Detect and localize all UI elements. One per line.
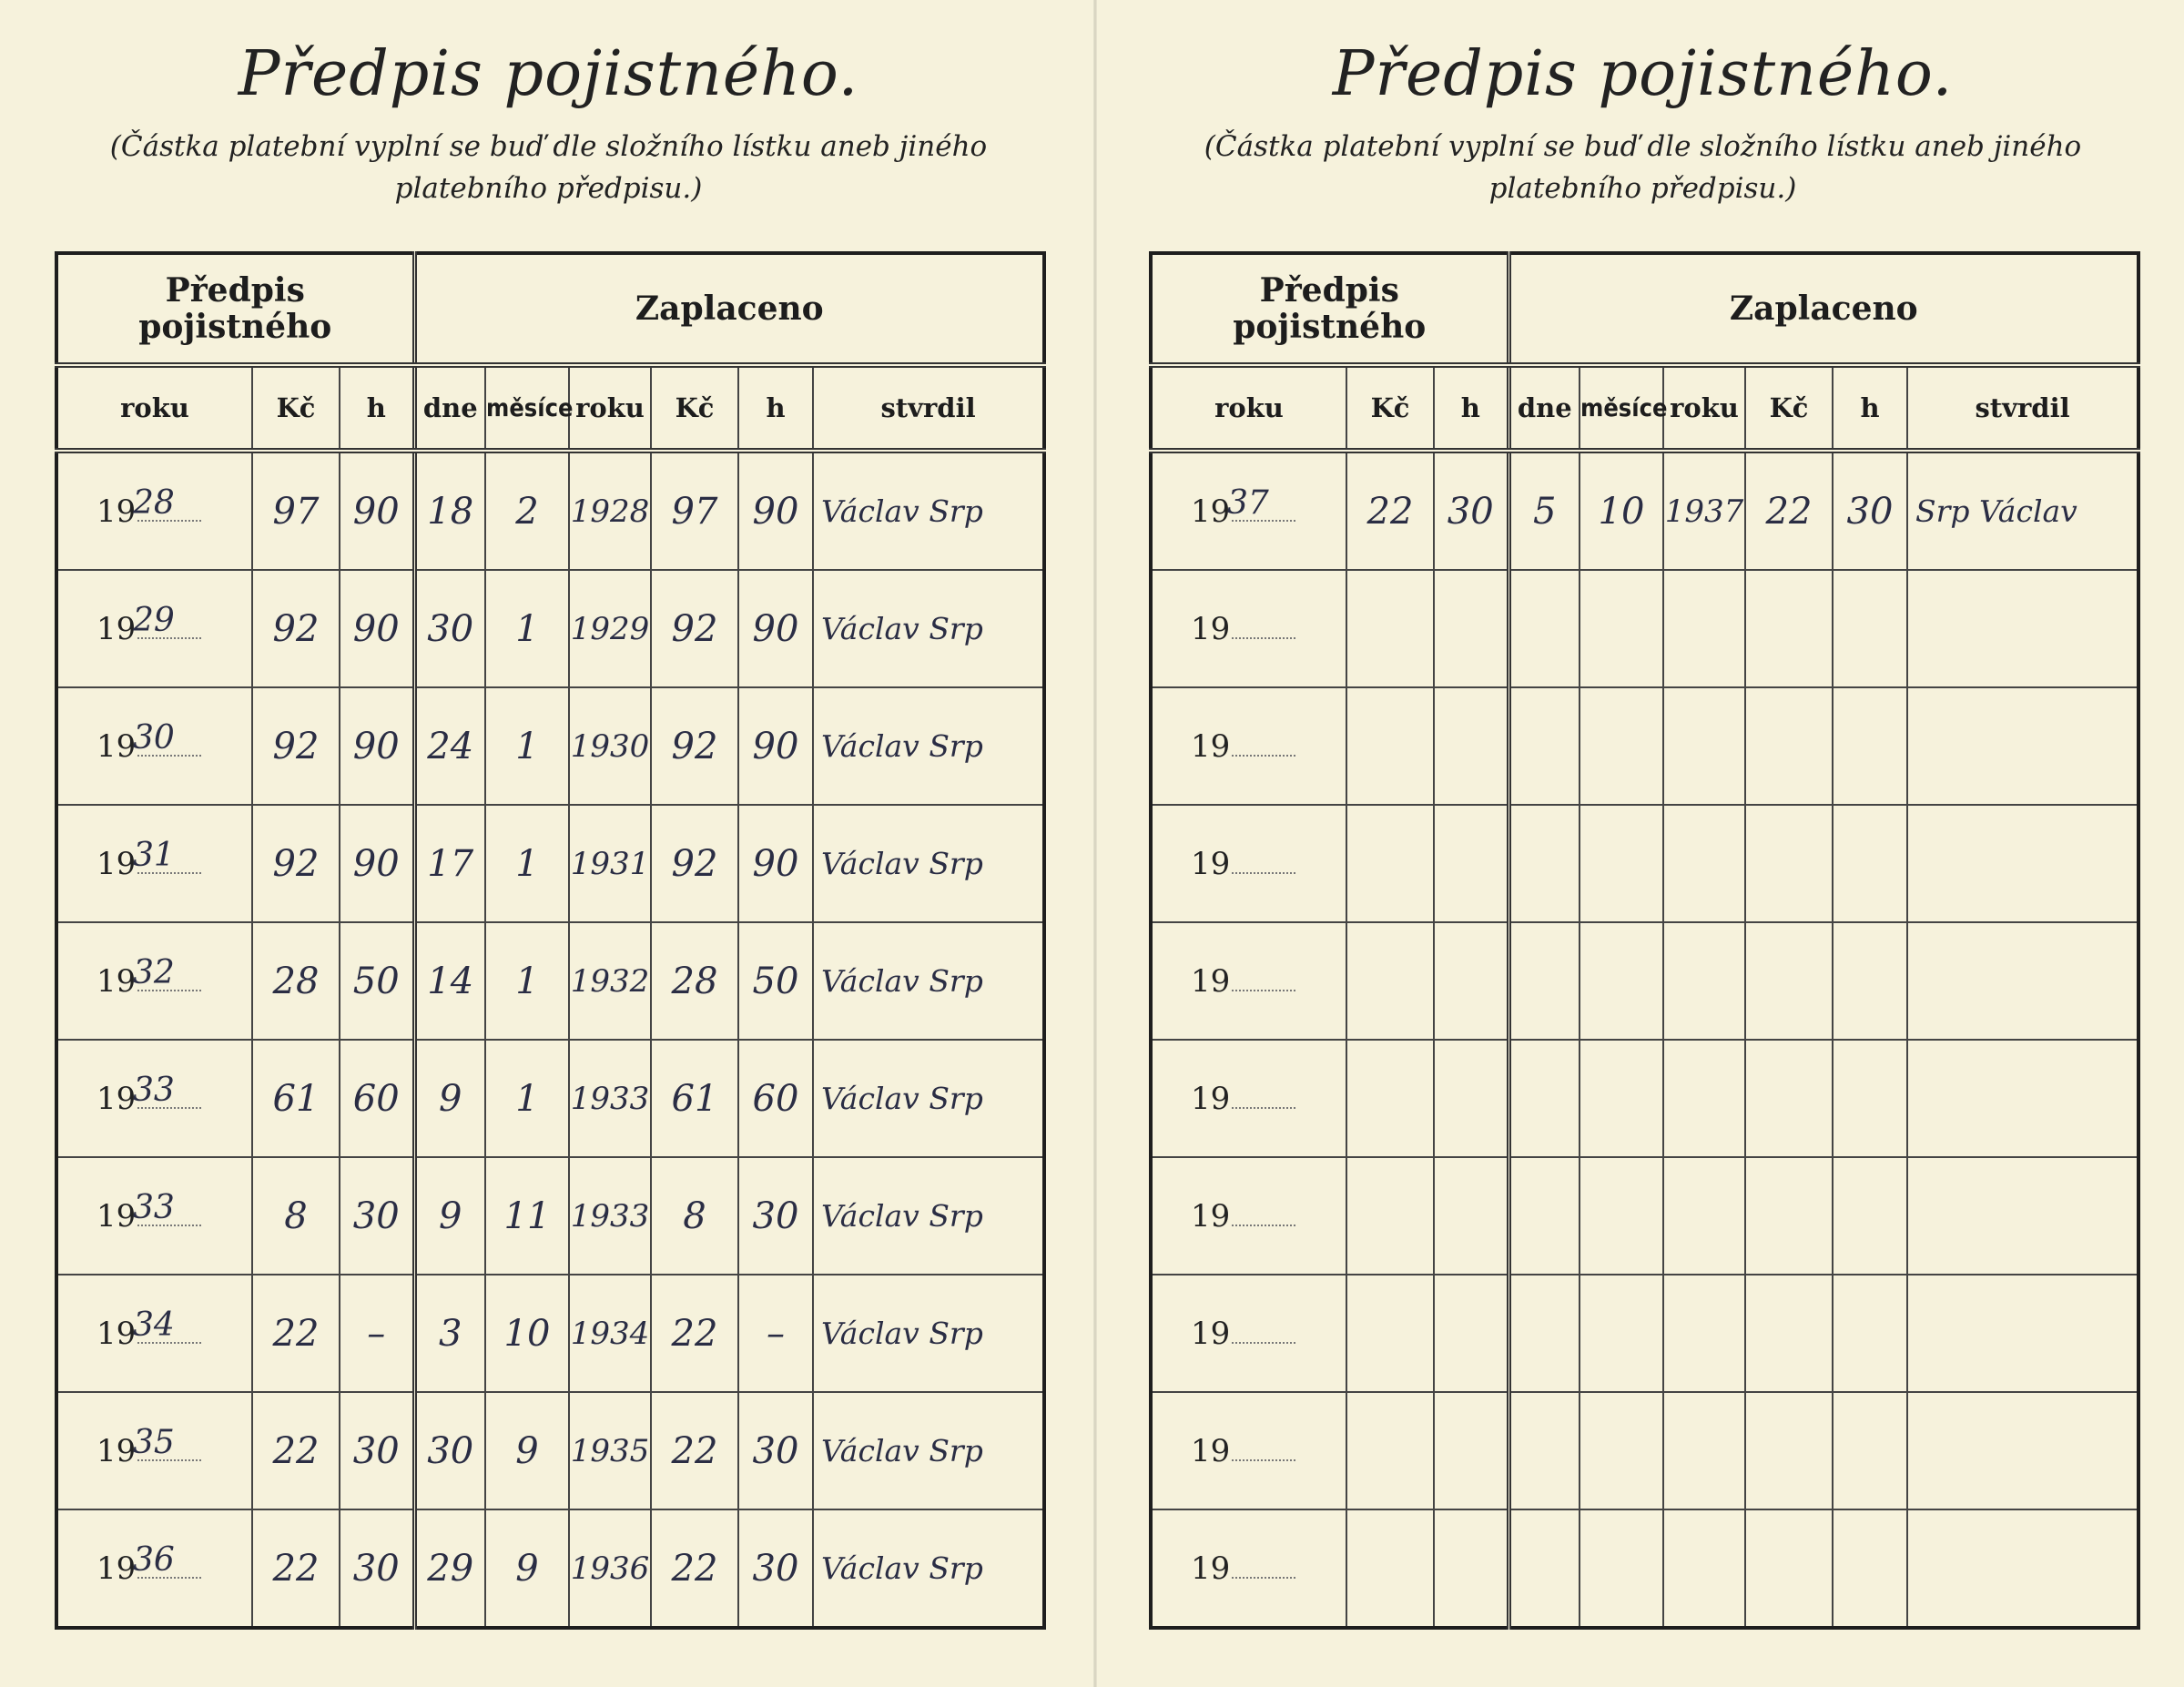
cell-col-mesice: 11 <box>485 1157 569 1275</box>
cell-col-paid-h: – <box>738 1275 813 1392</box>
cell-col-mesice <box>1580 1392 1663 1509</box>
cell-col-paid-kc: 28 <box>651 922 738 1040</box>
cell-col-paid-h: 50 <box>738 922 813 1040</box>
cell-col-paid-h: 30 <box>738 1157 813 1275</box>
cell-roku <box>1151 805 1346 922</box>
cell-col-mesice <box>1580 1275 1663 1392</box>
cell-stvrdil-signature: Václav Srp <box>813 1275 1044 1392</box>
roku-prefix: 19 <box>97 1550 137 1587</box>
cell-col-paid-kc <box>1745 1392 1833 1509</box>
cell-col-kc <box>1346 1275 1434 1392</box>
cell-col-paid-h <box>1833 922 1907 1040</box>
cell-col-paid-h: 30 <box>1833 451 1907 570</box>
cell-col-paid-kc <box>1745 570 1833 687</box>
cell-col-mesice <box>1580 570 1663 687</box>
header-col-dne: dne <box>414 365 485 451</box>
ledger-row <box>1151 922 2138 1040</box>
cell-col-paid-kc: 61 <box>651 1040 738 1157</box>
cell-col-paid-kc: 92 <box>651 687 738 805</box>
ledger-row <box>56 1040 1044 1157</box>
roku-handwritten: 37 <box>1227 484 1269 522</box>
right-page <box>1149 0 2137 1687</box>
ledger-row <box>1151 1040 2138 1157</box>
cell-stvrdil-signature: Václav Srp <box>813 570 1044 687</box>
cell-col-mesice <box>1580 687 1663 805</box>
roku-handwritten: 32 <box>133 954 175 991</box>
cell-col-mesice: 10 <box>1580 451 1663 570</box>
cell-col-paid-kc <box>1745 687 1833 805</box>
roku-handwritten: 29 <box>133 602 175 639</box>
roku-handwritten: 31 <box>133 837 175 874</box>
cell-stvrdil-signature <box>1907 1040 2138 1157</box>
cell-col-mesice: 1 <box>485 687 569 805</box>
header-col-paid-kc: Kč <box>651 365 738 451</box>
cell-col-paid-roku <box>1663 570 1745 687</box>
cell-col-kc: 22 <box>252 1392 340 1509</box>
cell-col-paid-roku: 1933 <box>569 1040 651 1157</box>
cell-col-paid-kc <box>1745 805 1833 922</box>
cell-col-dne: 30 <box>414 1392 485 1509</box>
ledger-row <box>1151 1509 2138 1628</box>
cell-roku <box>1151 451 1346 570</box>
cell-col-dne: 5 <box>1508 451 1580 570</box>
cell-col-paid-roku: 1931 <box>569 805 651 922</box>
cell-col-kc: 28 <box>252 922 340 1040</box>
cell-col-mesice: 1 <box>485 1040 569 1157</box>
roku-prefix: 19 <box>1191 1432 1231 1469</box>
cell-col-h <box>1434 1040 1508 1157</box>
roku-prefix: 19 <box>1191 493 1231 530</box>
cell-col-paid-h: 30 <box>738 1392 813 1509</box>
cell-col-mesice: 9 <box>485 1509 569 1628</box>
cell-stvrdil-signature <box>1907 922 2138 1040</box>
cell-col-kc <box>1346 687 1434 805</box>
cell-col-h: 30 <box>340 1157 414 1275</box>
cell-col-paid-h <box>1833 805 1907 922</box>
cell-col-paid-kc <box>1745 922 1833 1040</box>
roku-dotted-line <box>1232 1338 1295 1344</box>
column-header-row <box>56 365 1044 451</box>
header-col-kc: Kč <box>252 365 340 451</box>
cell-col-kc <box>1346 1509 1434 1628</box>
cell-col-paid-roku: 1933 <box>569 1157 651 1275</box>
ledger-row <box>56 570 1044 687</box>
cell-col-paid-kc <box>1745 1040 1833 1157</box>
cell-roku <box>1151 1275 1346 1392</box>
cell-stvrdil-signature: Václav Srp <box>813 805 1044 922</box>
cell-col-paid-kc: 22 <box>651 1509 738 1628</box>
cell-col-dne: 3 <box>414 1275 485 1392</box>
page-note-line-1: (Částka platební vyplní se buď dle složního lístku aneb jiného <box>109 130 988 163</box>
cell-stvrdil-signature <box>1907 1392 2138 1509</box>
cell-col-dne: 18 <box>414 451 485 570</box>
cell-col-paid-h <box>1833 1509 1907 1628</box>
cell-col-mesice <box>1580 1509 1663 1628</box>
cell-col-dne <box>1508 922 1580 1040</box>
roku-dotted-line <box>1232 1573 1295 1579</box>
page-note-line-2: platebního předpisu.) <box>394 172 703 205</box>
page-fold <box>1093 0 1097 1687</box>
header-col-paid-kc: Kč <box>1745 365 1833 451</box>
cell-roku <box>1151 1509 1346 1628</box>
roku-prefix: 19 <box>1191 610 1231 647</box>
roku-prefix: 19 <box>97 1080 137 1117</box>
cell-col-paid-h: 90 <box>738 687 813 805</box>
cell-stvrdil-signature: Václav Srp <box>813 1157 1044 1275</box>
cell-col-paid-roku <box>1663 922 1745 1040</box>
cell-col-kc: 8 <box>252 1157 340 1275</box>
cell-col-paid-kc <box>1745 1157 1833 1275</box>
cell-col-dne <box>1508 1157 1580 1275</box>
cell-col-kc <box>1346 922 1434 1040</box>
cell-col-kc <box>1346 1392 1434 1509</box>
cell-col-paid-roku <box>1663 1392 1745 1509</box>
left-page <box>55 0 1042 1687</box>
ledger-row <box>56 805 1044 922</box>
roku-dotted-line <box>1232 1456 1295 1461</box>
cell-col-paid-h: 90 <box>738 570 813 687</box>
cell-col-paid-roku: 1929 <box>569 570 651 687</box>
cell-stvrdil-signature: Václav Srp <box>813 1392 1044 1509</box>
roku-prefix: 19 <box>1191 962 1231 1000</box>
cell-col-h: 50 <box>340 922 414 1040</box>
roku-handwritten: 34 <box>133 1306 175 1344</box>
cell-col-dne: 29 <box>414 1509 485 1628</box>
cell-col-kc: 22 <box>252 1275 340 1392</box>
ledger-row <box>1151 687 2138 805</box>
cell-roku <box>56 570 252 687</box>
header-zaplaceno: Zaplaceno <box>414 253 1044 365</box>
roku-dotted-line <box>1232 634 1295 639</box>
cell-col-paid-h <box>1833 1275 1907 1392</box>
cell-col-h <box>1434 1509 1508 1628</box>
cell-col-dne: 30 <box>414 570 485 687</box>
cell-col-paid-kc: 22 <box>651 1392 738 1509</box>
header-col-roku: roku <box>56 365 252 451</box>
cell-col-h: 90 <box>340 805 414 922</box>
roku-prefix: 19 <box>97 727 137 765</box>
cell-col-paid-roku: 1936 <box>569 1509 651 1628</box>
roku-handwritten: 33 <box>133 1072 175 1109</box>
cell-roku <box>56 1509 252 1628</box>
cell-col-dne: 24 <box>414 687 485 805</box>
cell-col-dne <box>1508 805 1580 922</box>
roku-prefix: 19 <box>1191 1550 1231 1587</box>
cell-col-h <box>1434 570 1508 687</box>
cell-col-kc <box>1346 1157 1434 1275</box>
cell-stvrdil-signature: Václav Srp <box>813 451 1044 570</box>
roku-prefix: 19 <box>97 1197 137 1235</box>
header-col-paid-roku: roku <box>569 365 651 451</box>
cell-col-kc: 97 <box>252 451 340 570</box>
cell-col-h <box>1434 687 1508 805</box>
cell-col-paid-kc <box>1745 1509 1833 1628</box>
cell-col-paid-h <box>1833 1040 1907 1157</box>
roku-prefix: 19 <box>97 493 137 530</box>
roku-dotted-line <box>1232 751 1295 757</box>
ledger-row <box>56 922 1044 1040</box>
cell-col-paid-roku: 1928 <box>569 451 651 570</box>
roku-prefix: 19 <box>97 962 137 1000</box>
cell-roku <box>56 1392 252 1509</box>
cell-stvrdil-signature <box>1907 1275 2138 1392</box>
ledger-row <box>56 451 1044 570</box>
cell-col-kc <box>1346 805 1434 922</box>
cell-col-mesice: 1 <box>485 922 569 1040</box>
header-col-h: h <box>1434 365 1508 451</box>
roku-handwritten: 35 <box>133 1424 175 1461</box>
cell-col-h: 90 <box>340 687 414 805</box>
cell-col-kc: 61 <box>252 1040 340 1157</box>
cell-col-mesice <box>1580 1157 1663 1275</box>
cell-col-dne <box>1508 1040 1580 1157</box>
cell-col-h <box>1434 805 1508 922</box>
header-zaplaceno: Zaplaceno <box>1508 253 2138 365</box>
cell-stvrdil-signature: Václav Srp <box>813 687 1044 805</box>
cell-col-paid-kc: 92 <box>651 570 738 687</box>
cell-col-dne <box>1508 570 1580 687</box>
header-col-mesice: měsíce <box>485 365 569 451</box>
cell-roku <box>56 451 252 570</box>
cell-col-mesice: 10 <box>485 1275 569 1392</box>
ledger-row <box>1151 451 2138 570</box>
cell-col-dne: 9 <box>414 1040 485 1157</box>
ledger-row <box>1151 1157 2138 1275</box>
cell-col-dne: 14 <box>414 922 485 1040</box>
cell-col-paid-roku <box>1663 1509 1745 1628</box>
ledger-row <box>1151 1392 2138 1509</box>
header-col-paid-h: h <box>1833 365 1907 451</box>
ledger-row <box>56 1392 1044 1509</box>
roku-prefix: 19 <box>97 610 137 647</box>
cell-col-mesice: 2 <box>485 451 569 570</box>
header-col-h: h <box>340 365 414 451</box>
cell-col-dne: 9 <box>414 1157 485 1275</box>
header-predpis-pojistneho: Předpis pojistného <box>56 253 414 365</box>
cell-col-paid-roku <box>1663 1040 1745 1157</box>
ledger-row <box>1151 1275 2138 1392</box>
page-title: Předpis pojistného. <box>1332 38 1954 110</box>
page-title: Předpis pojistného. <box>238 38 859 110</box>
page-note <box>55 126 1042 209</box>
roku-prefix: 19 <box>97 1315 137 1352</box>
roku-handwritten: 30 <box>133 719 175 757</box>
header-col-paid-roku: roku <box>1663 365 1745 451</box>
roku-dotted-line <box>1232 1221 1295 1226</box>
roku-prefix: 19 <box>1191 1197 1231 1235</box>
cell-col-paid-kc: 92 <box>651 805 738 922</box>
roku-dotted-line <box>1232 1103 1295 1109</box>
cell-stvrdil-signature: Srp Václav <box>1907 451 2138 570</box>
page-note <box>1149 126 2137 209</box>
cell-stvrdil-signature: Václav Srp <box>813 922 1044 1040</box>
cell-roku <box>1151 687 1346 805</box>
cell-col-paid-roku: 1935 <box>569 1392 651 1509</box>
header-col-dne: dne <box>1508 365 1580 451</box>
cell-col-paid-roku <box>1663 1275 1745 1392</box>
cell-col-paid-roku <box>1663 805 1745 922</box>
premium-ledger-table <box>55 251 1046 1630</box>
roku-prefix: 19 <box>1191 727 1231 765</box>
cell-col-paid-h: 30 <box>738 1509 813 1628</box>
cell-col-h: 30 <box>340 1392 414 1509</box>
cell-stvrdil-signature <box>1907 1509 2138 1628</box>
header-predpis-pojistneho: Předpis pojistného <box>1151 253 1508 365</box>
roku-prefix: 19 <box>1191 1080 1231 1117</box>
cell-stvrdil-signature: Václav Srp <box>813 1509 1044 1628</box>
cell-col-kc <box>1346 1040 1434 1157</box>
cell-col-dne <box>1508 1275 1580 1392</box>
cell-col-paid-kc <box>1745 1275 1833 1392</box>
header-col-roku: roku <box>1151 365 1346 451</box>
roku-dotted-line <box>1232 869 1295 874</box>
ledger-row <box>1151 805 2138 922</box>
cell-col-mesice <box>1580 922 1663 1040</box>
roku-handwritten: 36 <box>133 1541 175 1579</box>
cell-col-paid-roku: 1932 <box>569 922 651 1040</box>
ledger-row <box>1151 570 2138 687</box>
cell-col-paid-roku: 1930 <box>569 687 651 805</box>
cell-col-h: 90 <box>340 451 414 570</box>
cell-roku <box>1151 922 1346 1040</box>
group-header-row <box>56 253 1044 365</box>
roku-handwritten: 33 <box>133 1189 175 1226</box>
cell-col-kc: 92 <box>252 805 340 922</box>
header-col-stvrdil: stvrdil <box>813 365 1044 451</box>
ledger-row <box>56 1275 1044 1392</box>
cell-stvrdil-signature <box>1907 687 2138 805</box>
cell-col-h: 30 <box>1434 451 1508 570</box>
cell-col-paid-roku <box>1663 1157 1745 1275</box>
cell-col-paid-h <box>1833 570 1907 687</box>
cell-col-dne <box>1508 1509 1580 1628</box>
cell-col-dne <box>1508 687 1580 805</box>
cell-col-mesice <box>1580 805 1663 922</box>
cell-roku <box>56 687 252 805</box>
cell-col-kc: 92 <box>252 570 340 687</box>
page-note-line-1: (Částka platební vyplní se buď dle složního lístku aneb jiného <box>1204 130 2082 163</box>
cell-roku <box>56 805 252 922</box>
roku-prefix: 19 <box>97 845 137 882</box>
page-note-line-2: platebního předpisu.) <box>1488 172 1797 205</box>
cell-col-h: 90 <box>340 570 414 687</box>
header-col-mesice: měsíce <box>1580 365 1663 451</box>
cell-col-paid-roku: 1934 <box>569 1275 651 1392</box>
cell-roku <box>1151 1040 1346 1157</box>
cell-col-h: 60 <box>340 1040 414 1157</box>
cell-col-dne: 17 <box>414 805 485 922</box>
ledger-row <box>56 1509 1044 1628</box>
cell-col-h: 30 <box>340 1509 414 1628</box>
cell-col-paid-kc: 8 <box>651 1157 738 1275</box>
cell-stvrdil-signature: Václav Srp <box>813 1040 1044 1157</box>
header-col-stvrdil: stvrdil <box>1907 365 2138 451</box>
cell-roku <box>56 1040 252 1157</box>
roku-dotted-line <box>1232 986 1295 991</box>
cell-col-h <box>1434 1157 1508 1275</box>
cell-col-mesice <box>1580 1040 1663 1157</box>
cell-col-kc <box>1346 570 1434 687</box>
cell-col-h <box>1434 1392 1508 1509</box>
roku-prefix: 19 <box>97 1432 137 1469</box>
cell-col-kc: 22 <box>1346 451 1434 570</box>
cell-col-mesice: 1 <box>485 570 569 687</box>
ledger-row <box>56 1157 1044 1275</box>
cell-roku <box>56 1157 252 1275</box>
cell-roku <box>1151 1392 1346 1509</box>
cell-col-paid-h <box>1833 687 1907 805</box>
cell-col-dne <box>1508 1392 1580 1509</box>
roku-prefix: 19 <box>1191 1315 1231 1352</box>
cell-stvrdil-signature <box>1907 1157 2138 1275</box>
cell-col-kc: 92 <box>252 687 340 805</box>
premium-ledger-table <box>1149 251 2140 1630</box>
cell-roku <box>1151 1157 1346 1275</box>
cell-col-paid-kc: 22 <box>1745 451 1833 570</box>
cell-roku <box>56 922 252 1040</box>
cell-col-paid-roku: 1937 <box>1663 451 1745 570</box>
cell-col-mesice: 1 <box>485 805 569 922</box>
cell-col-paid-h: 90 <box>738 451 813 570</box>
cell-roku <box>56 1275 252 1392</box>
cell-col-h: – <box>340 1275 414 1392</box>
cell-col-kc: 22 <box>252 1509 340 1628</box>
cell-col-paid-h: 90 <box>738 805 813 922</box>
header-col-kc: Kč <box>1346 365 1434 451</box>
cell-col-h <box>1434 922 1508 1040</box>
cell-col-paid-h <box>1833 1392 1907 1509</box>
cell-col-paid-roku <box>1663 687 1745 805</box>
cell-stvrdil-signature <box>1907 570 2138 687</box>
cell-col-paid-kc: 22 <box>651 1275 738 1392</box>
cell-col-paid-kc: 97 <box>651 451 738 570</box>
cell-roku <box>1151 570 1346 687</box>
cell-col-mesice: 9 <box>485 1392 569 1509</box>
cell-col-paid-h: 60 <box>738 1040 813 1157</box>
column-header-row <box>1151 365 2138 451</box>
header-col-paid-h: h <box>738 365 813 451</box>
roku-prefix: 19 <box>1191 845 1231 882</box>
group-header-row <box>1151 253 2138 365</box>
cell-col-paid-h <box>1833 1157 1907 1275</box>
ledger-row <box>56 687 1044 805</box>
cell-col-h <box>1434 1275 1508 1392</box>
roku-handwritten: 28 <box>133 484 175 522</box>
cell-stvrdil-signature <box>1907 805 2138 922</box>
